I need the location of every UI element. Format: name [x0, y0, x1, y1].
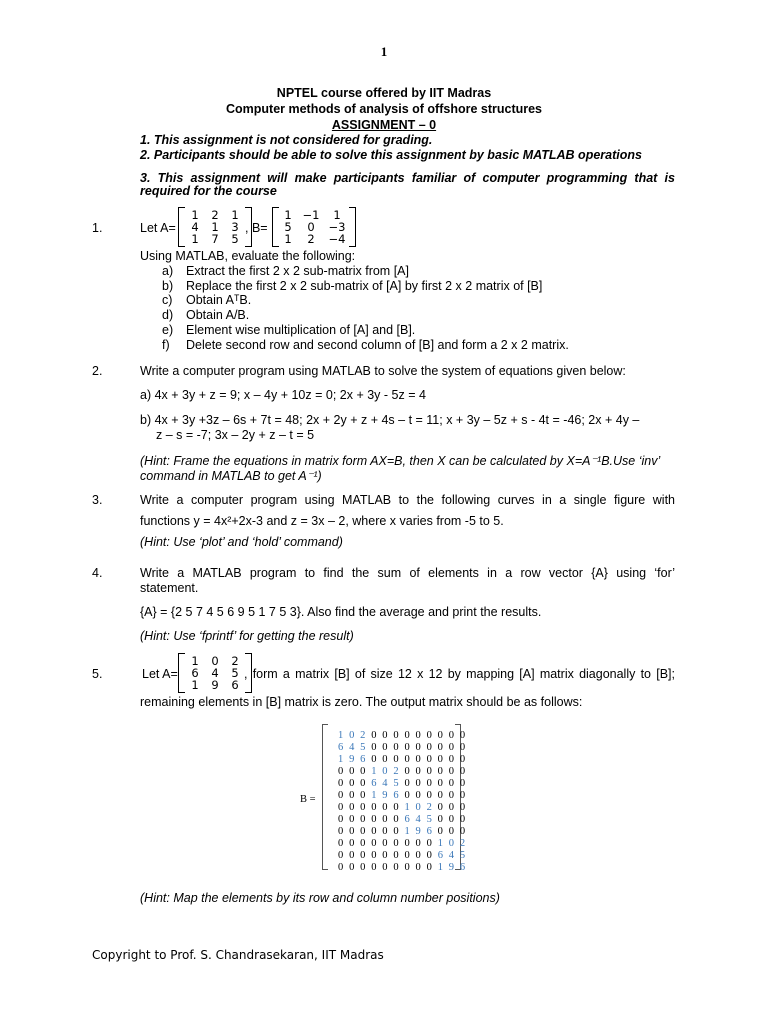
b-matrix-row — [338, 730, 467, 742]
q1-matrix-b — [272, 207, 356, 247]
q1-item-label: f) — [162, 338, 170, 352]
course-subtitle: Computer methods of analysis of offshore structures — [225, 102, 543, 116]
b-matrix-zeros: 0 0 0 — [433, 814, 467, 825]
note-3: 3. This assignment will make participants familiar of computer programming that is — [140, 171, 675, 185]
b-matrix-row — [338, 838, 467, 850]
b-matrix-block: 1 0 2 — [338, 730, 367, 741]
b-matrix-zeros: 0 0 0 0 0 0 0 0 0 — [371, 754, 467, 765]
matrix-cell: 1 — [284, 232, 292, 246]
b-matrix-row — [338, 778, 467, 790]
q5-matrix-a — [178, 653, 252, 693]
b-matrix-block: 1 9 6 — [437, 862, 467, 873]
q1-matrix-a — [178, 207, 252, 247]
b-matrix-row — [338, 742, 467, 754]
matrix-cell: 5 — [231, 666, 239, 680]
b-matrix-zeros: 0 0 0 0 0 0 0 0 0 — [371, 742, 467, 753]
b-matrix-zeros: 0 0 0 0 0 0 — [400, 790, 467, 801]
q2-hint-cont: command in MATLAB to get A⁻¹) — [140, 469, 322, 483]
b-matrix-zeros: 0 0 0 — [433, 826, 467, 837]
matrix-cell: −1 — [302, 208, 320, 222]
q3-number: 3. — [92, 493, 103, 507]
copyright-footer: Copyright to Prof. S. Chandrasekaran, IIT Madras — [92, 948, 384, 962]
matrix-cell: 1 — [211, 220, 219, 234]
b-matrix-block: 6 4 5 — [371, 778, 401, 789]
q1-let-b: , B= — [245, 221, 268, 235]
b-matrix-block: 6 4 5 — [404, 814, 434, 825]
matrix-cell: 2 — [307, 232, 315, 246]
matrix-cell: 0 — [307, 220, 315, 234]
b-matrix-zeros: 0 0 0 0 0 0 0 0 0 — [371, 730, 467, 741]
q3-text: Write a computer program using MATLAB to the following curves in a single figure with — [140, 493, 675, 507]
q2-hint: (Hint: Frame the equations in matrix form AX=B, then X can be calculated by X=A⁻¹B.Use ‘inv’ — [140, 454, 661, 468]
b-matrix — [338, 730, 467, 874]
q4-number: 4. — [92, 566, 103, 580]
q4-hint: (Hint: Use ‘fprintf’ for getting the result) — [140, 629, 354, 643]
q2-number: 2. — [92, 364, 103, 378]
q5-let-a: Let A= — [142, 667, 178, 681]
q1-item-text: Replace the first 2 x 2 sub-matrix of [A] by first 2 x 2 matrix of [B] — [186, 279, 543, 293]
matrix-cell: −4 — [328, 232, 346, 246]
q5-number: 5. — [92, 667, 103, 681]
b-matrix-zeros: 0 0 0 0 0 0 0 0 0 — [338, 838, 438, 849]
b-matrix-block: 6 4 5 — [437, 850, 467, 861]
b-matrix-block: 6 4 5 — [338, 742, 367, 753]
matrix-cell: 7 — [211, 232, 219, 246]
matrix-cell: 3 — [231, 220, 239, 234]
b-matrix-zeros: 0 0 0 0 0 0 — [338, 826, 405, 837]
q4-vector: {A} = {2 5 7 4 5 6 9 5 1 7 5 3}. Also find the average and print the results. — [140, 605, 542, 619]
page-number: 1 — [380, 44, 388, 59]
q4-text: Write a MATLAB program to find the sum of elements in a row vector {A} using ‘for’ — [140, 566, 675, 580]
note-3-cont: required for the course — [140, 184, 277, 198]
b-matrix-zeros: 0 0 0 — [338, 766, 372, 777]
matrix-cell: 1 — [333, 208, 341, 222]
q4-text-cont: statement. — [140, 581, 199, 595]
matrix-cell: 0 — [211, 654, 219, 668]
q1-item-label: e) — [162, 323, 174, 337]
matrix-cell: 5 — [231, 232, 239, 246]
q3-text-cont: functions y = 4x²+2x-3 and z = 3x – 2, where x varies from -5 to 5. — [140, 514, 504, 528]
q1-number: 1. — [92, 221, 103, 235]
matrix-cell: 5 — [284, 220, 292, 234]
b-matrix-zeros: 0 0 0 0 0 0 0 0 0 — [338, 850, 438, 861]
b-matrix-row — [338, 826, 467, 838]
b-matrix-zeros: 0 0 0 0 0 0 — [400, 766, 467, 777]
b-matrix-bracket-left — [322, 724, 328, 870]
b-matrix-block: 1 9 6 — [338, 754, 367, 765]
matrix-cell: 1 — [191, 654, 199, 668]
matrix-cell: 1 — [284, 208, 292, 222]
matrix-cell: 2 — [211, 208, 219, 222]
matrix-cell: 1 — [191, 208, 199, 222]
q5-text: , form a matrix [B] of size 12 x 12 by mapping [A] matrix diagonally to [B]; — [244, 667, 675, 681]
b-matrix-zeros: 0 0 0 — [338, 790, 372, 801]
matrix-cell: 9 — [211, 678, 219, 692]
b-matrix-zeros: 0 0 0 0 0 0 0 0 0 — [338, 862, 438, 873]
q5-hint: (Hint: Map the elements by its row and column number positions) — [140, 891, 500, 905]
q1-item-label: b) — [162, 279, 174, 293]
q1-item-label: c) — [162, 293, 173, 307]
q1-item-text: Obtain AᵀB. — [186, 293, 252, 307]
b-matrix-label: B = — [300, 794, 316, 805]
q1-item-text: Delete second row and second column of [B] and form a 2 x 2 matrix. — [186, 338, 569, 352]
b-matrix-zeros: 0 0 0 0 0 0 — [400, 778, 467, 789]
q2-text: Write a computer program using MATLAB to solve the system of equations given below: — [140, 364, 626, 378]
b-matrix-zeros: 0 0 0 0 0 0 — [338, 802, 405, 813]
b-matrix-row — [338, 862, 467, 874]
matrix-cell: 1 — [231, 208, 239, 222]
matrix-cell: 1 — [191, 232, 199, 246]
q2-part-a: a) 4x + 3y + z = 9; x – 4y + 10z = 0; 2x + 3y - 5z = 4 — [140, 388, 426, 402]
q1-item-text: Element wise multiplication of [A] and [B]. — [186, 323, 416, 337]
matrix-cell: 1 — [191, 678, 199, 692]
course-title: NPTEL course offered by IIT Madras — [276, 86, 492, 100]
matrix-cell: 6 — [191, 666, 199, 680]
q5-text-cont: remaining elements in [B] matrix is zero. The output matrix should be as follows: — [140, 695, 583, 709]
b-matrix-row — [338, 766, 467, 778]
q1-let-a: Let A= — [140, 221, 176, 235]
b-matrix-row — [338, 790, 467, 802]
b-matrix-block: 1 9 6 — [404, 826, 434, 837]
b-matrix-row — [338, 754, 467, 766]
b-matrix-row — [338, 814, 467, 826]
matrix-cell: −3 — [328, 220, 346, 234]
b-matrix-block: 1 0 2 — [371, 766, 401, 777]
q2-part-b: b) 4x + 3y +3z – 6s + 7t = 48; 2x + 2y + z + 4s – t = 11; x + 3y – 5z + s - 4t = -46; 2x + 4y – — [140, 413, 640, 427]
b-matrix-zeros: 0 0 0 — [338, 778, 372, 789]
q1-item-text: Extract the first 2 x 2 sub-matrix from [A] — [186, 264, 409, 278]
b-matrix-zeros: 0 0 0 — [433, 802, 467, 813]
q1-item-label: a) — [162, 264, 174, 278]
q1-item-label: d) — [162, 308, 174, 322]
assignment-title: ASSIGNMENT – 0 — [331, 118, 437, 132]
q1-intro: Using MATLAB, evaluate the following: — [140, 249, 356, 263]
note-2: 2. Participants should be able to solve this assignment by basic MATLAB operations — [140, 148, 642, 162]
b-matrix-zeros: 0 0 0 0 0 0 — [338, 814, 405, 825]
b-matrix-row — [338, 850, 467, 862]
b-matrix-row — [338, 802, 467, 814]
matrix-cell: 4 — [211, 666, 219, 680]
b-matrix-block: 1 0 2 — [404, 802, 434, 813]
q2-part-b-cont: z – s = -7; 3x – 2y + z – t = 5 — [156, 428, 315, 442]
b-matrix-block: 1 9 6 — [371, 790, 401, 801]
matrix-cell: 6 — [231, 678, 239, 692]
q1-item-text: Obtain A/B. — [186, 308, 250, 322]
q3-hint: (Hint: Use ‘plot’ and ‘hold’ command) — [140, 535, 343, 549]
matrix-cell: 2 — [231, 654, 239, 668]
matrix-cell: 4 — [191, 220, 199, 234]
note-1: 1. This assignment is not considered for grading. — [140, 133, 433, 147]
b-matrix-block: 1 0 2 — [437, 838, 467, 849]
